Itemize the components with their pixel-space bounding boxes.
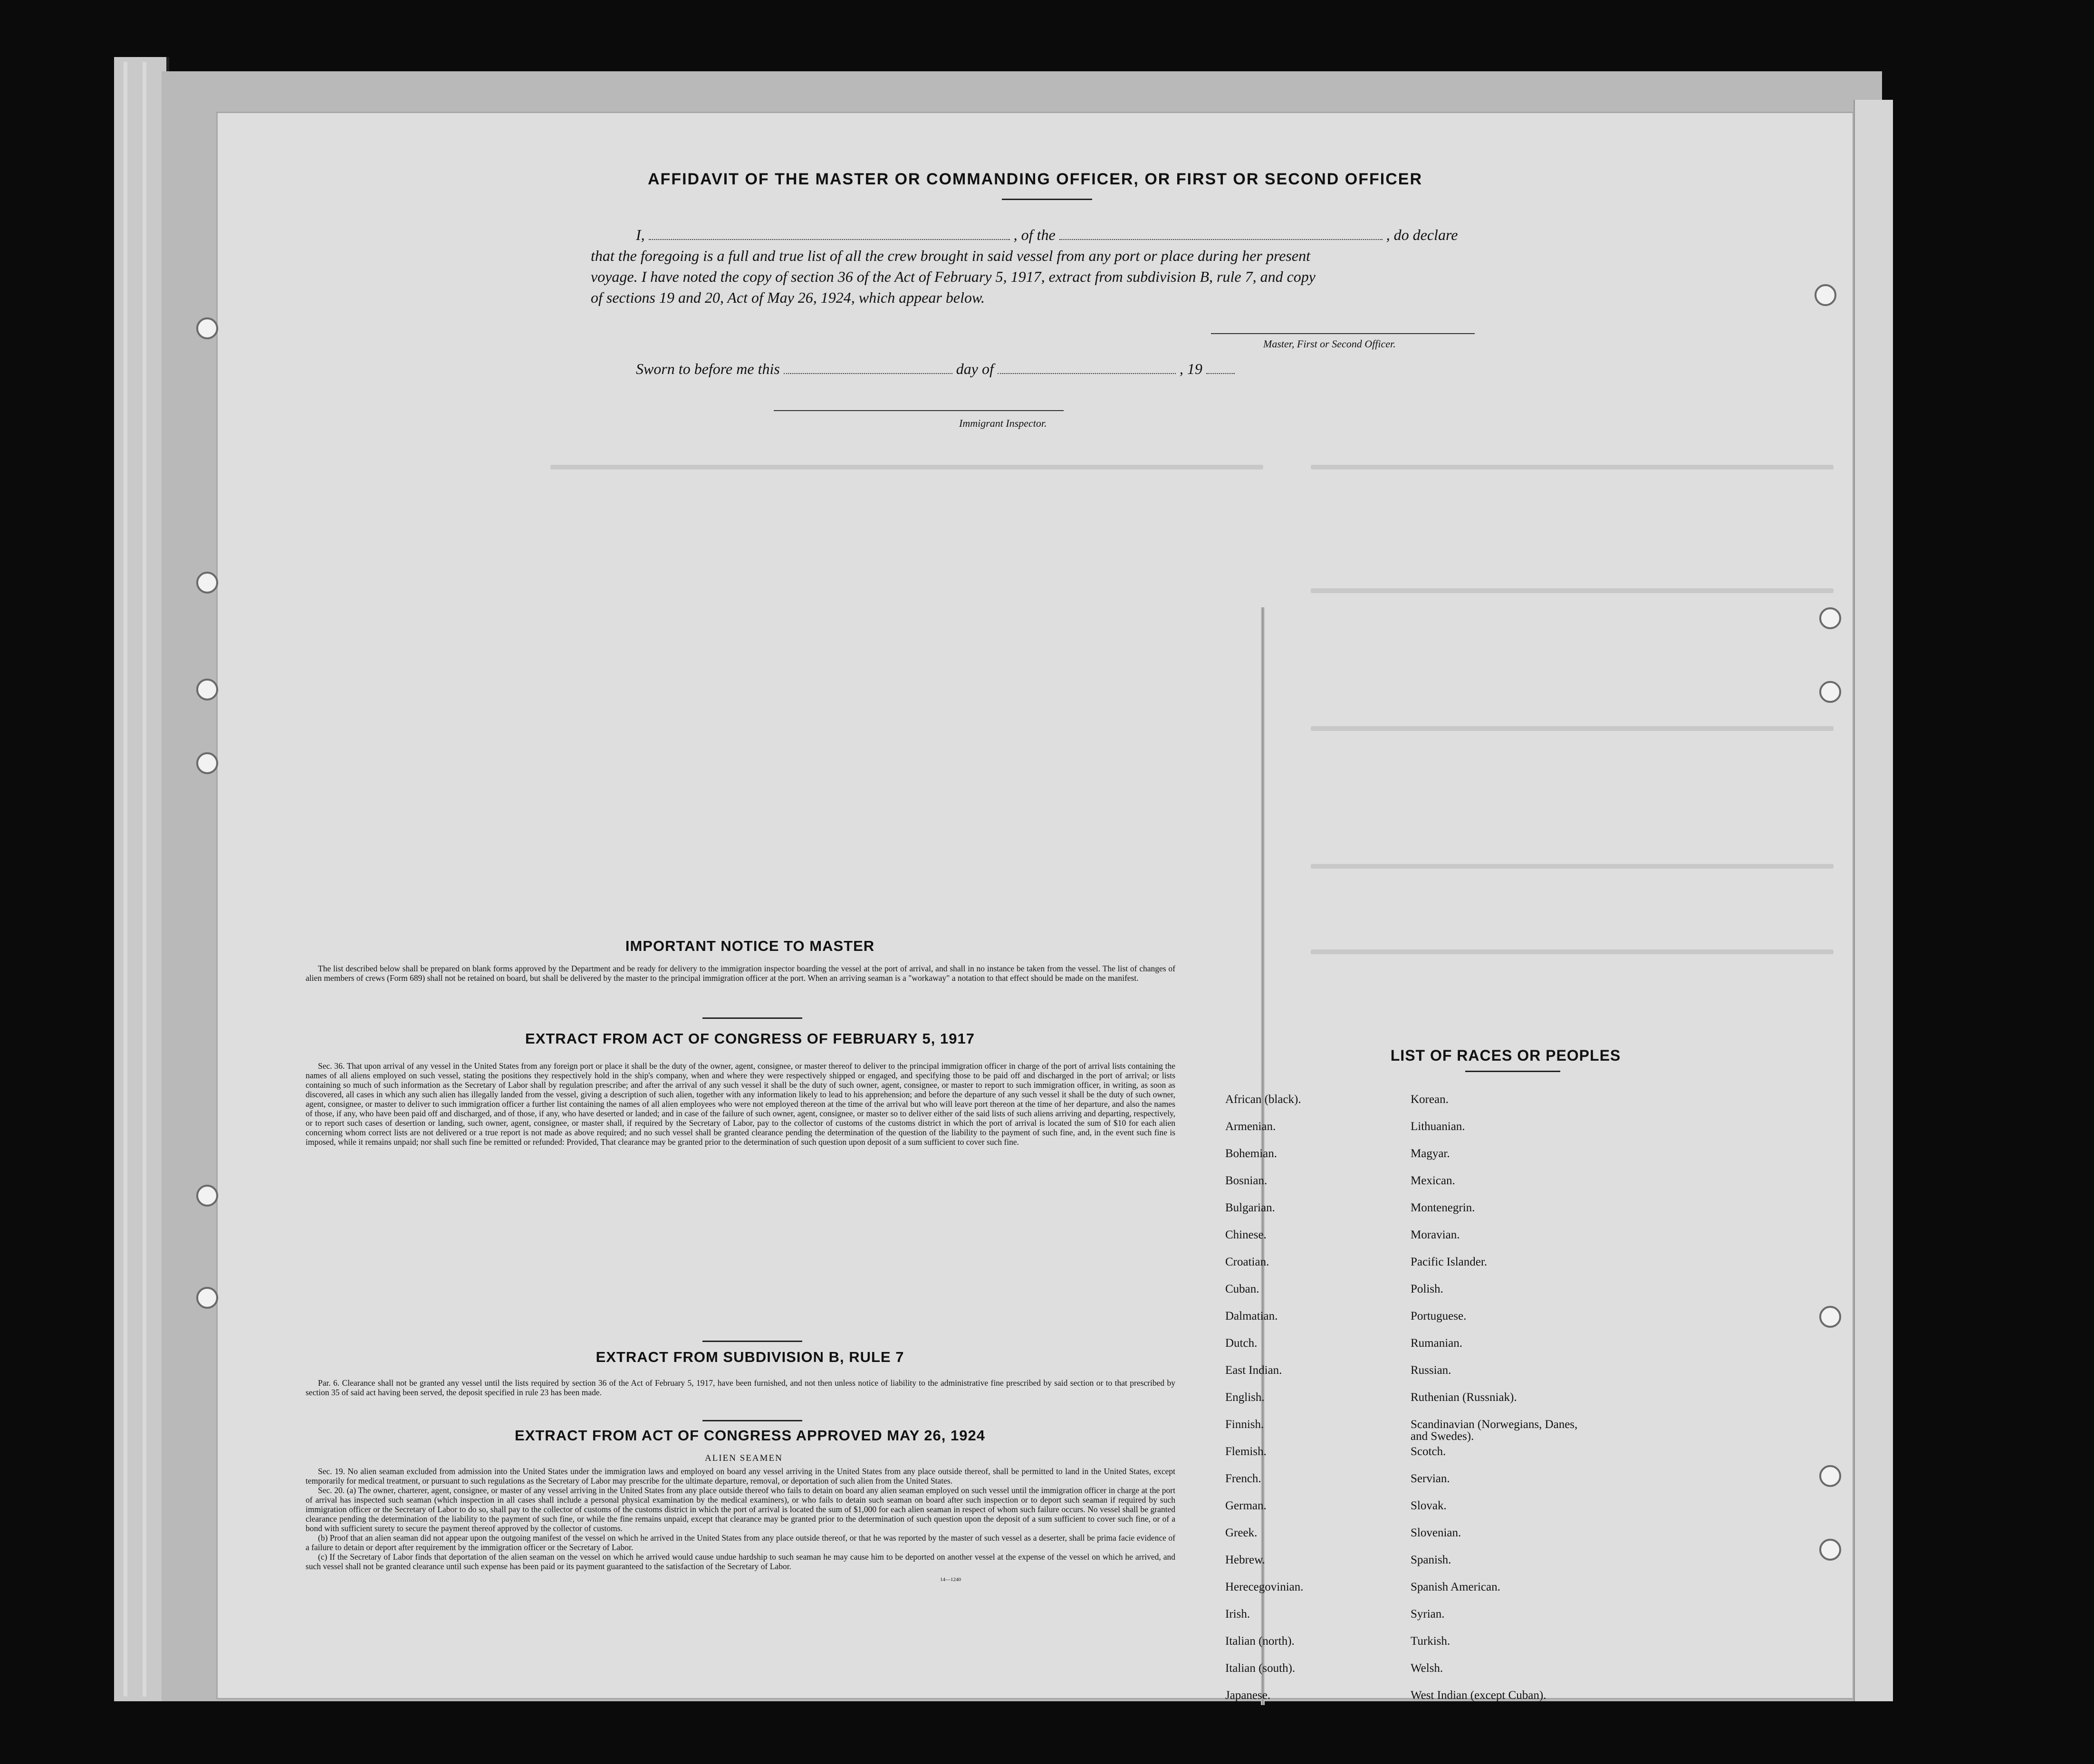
races-list-right bbox=[1411, 1093, 1582, 1716]
sworn-label: Sworn to before me this bbox=[636, 360, 780, 377]
affidavit-declare: , do declare bbox=[1386, 226, 1458, 243]
divider bbox=[702, 1017, 802, 1019]
race-item: Korean. bbox=[1411, 1093, 1449, 1106]
races-title: LIST OF RACES OR PEOPLES bbox=[1390, 1047, 1621, 1064]
race-item: Russian. bbox=[1411, 1364, 1451, 1377]
bleed-through bbox=[1311, 726, 1834, 731]
punch-hole bbox=[1819, 1539, 1841, 1561]
section-20c: (c) If the Secretary of Labor finds that deportation of the alien seaman on the vessel on which he arrived would cause undue hardship to such seaman he may cause him to be deported on another vessel at the expense of the vessel on which he arrived, and such vessel shall not be granted clearance until such expense has been paid or its payment guaranteed to the satisfaction of the Secretary of Labor. bbox=[306, 1552, 1175, 1571]
rule-7-title: EXTRACT FROM SUBDIVISION B, RULE 7 bbox=[596, 1349, 904, 1365]
race-item: Rumanian. bbox=[1411, 1337, 1463, 1350]
race-item: Cuban. bbox=[1225, 1283, 1259, 1295]
races-list-left bbox=[1225, 1093, 1304, 1716]
binder-line bbox=[124, 62, 127, 1697]
race-item: West Indian (except Cuban). bbox=[1411, 1689, 1546, 1702]
master-signature-label: Master, First or Second Officer. bbox=[1263, 338, 1396, 350]
alien-seamen-subtitle: ALIEN SEAMEN bbox=[705, 1453, 783, 1463]
race-item: Polish. bbox=[1411, 1283, 1443, 1295]
race-item: Dutch. bbox=[1225, 1337, 1258, 1350]
affidavit-i: I, bbox=[636, 226, 645, 243]
race-item: Italian (south). bbox=[1225, 1662, 1296, 1675]
race-item: Irish. bbox=[1225, 1608, 1250, 1620]
punch-hole bbox=[196, 752, 218, 774]
divider bbox=[702, 1420, 802, 1421]
race-item: English. bbox=[1225, 1391, 1265, 1404]
race-item: Slovak. bbox=[1411, 1499, 1447, 1512]
race-item: Croatian. bbox=[1225, 1256, 1269, 1268]
extract-1924-title: EXTRACT FROM ACT OF CONGRESS APPROVED MAY 26, 1924 bbox=[515, 1427, 985, 1444]
punch-hole bbox=[196, 317, 218, 339]
race-item: Scotch. bbox=[1411, 1445, 1446, 1458]
punch-hole bbox=[196, 1185, 218, 1207]
race-item: Spanish American. bbox=[1411, 1581, 1500, 1593]
punch-hole bbox=[1819, 607, 1841, 629]
race-item: Hebrew. bbox=[1225, 1553, 1265, 1566]
race-item: Spanish. bbox=[1411, 1553, 1451, 1566]
rule-7-text: Par. 6. Clearance shall not be granted any vessel until the lists required by section 36 of the Act of February 5, 1917, have been furnished, and not then unless notice of liability to the administrative fine prescribed by said section or to that prescribed by section 35 of said act having been served, the deposit specified in rule 23 has been made. bbox=[306, 1378, 1175, 1397]
bleed-through bbox=[1311, 465, 1834, 470]
race-item: Finnish. bbox=[1225, 1418, 1264, 1431]
race-item: German. bbox=[1225, 1499, 1267, 1512]
race-item: Bohemian. bbox=[1225, 1147, 1278, 1160]
punch-hole bbox=[1819, 1306, 1841, 1328]
race-item: Servian. bbox=[1411, 1472, 1450, 1485]
race-item: Scandinavian (Norwegians, Danes, and Swedes). bbox=[1411, 1418, 1578, 1443]
race-item: East Indian. bbox=[1225, 1364, 1282, 1377]
sworn-line bbox=[636, 360, 1235, 378]
race-item: French. bbox=[1225, 1472, 1261, 1485]
race-item: African (black). bbox=[1225, 1093, 1301, 1106]
month-blank[interactable] bbox=[998, 361, 1176, 374]
affidavit-of-the: , of the bbox=[1013, 226, 1056, 243]
race-item: Greek. bbox=[1225, 1526, 1258, 1539]
punch-hole bbox=[1815, 284, 1836, 306]
affidavit-line-1 bbox=[636, 226, 1458, 244]
race-item: Syrian. bbox=[1411, 1608, 1445, 1620]
section-19: Sec. 19. No alien seaman excluded from admission into the United States under the immigration laws and employed on board any vessel arriving in the United States from any place outside thereof, shall be permitted to land in the United States, except temporarily for medical treatment, or pursuant to such regulations as the Secretary of Labor may prescribe for the ultimate departure, removal, or deportation of such alien from the United States. bbox=[306, 1467, 1175, 1486]
year-label: , 19 bbox=[1179, 360, 1202, 377]
extract-1917-text: Sec. 36. That upon arrival of any vessel in the United States from any foreign port or place it shall be the duty of the owner, agent, consignee, or master thereof to deliver to the principal immigration officer in charge of the port of arrival lists containing the names of all aliens employed on such vessel, stating the positions they respectively hold in the ship's company, when and where they were respectively shipped or engaged, and specifying those to be paid off and discharged in the port of arrival; or lists containing so much of such information as the Secretary of Labor shall by regulation prescribe; and after the arrival of any such vessel it shall be the duty of such owner, agent, consignee, or master to report to such immigration officer, in writing, as soon as discovered, all cases in which any such alien has illegally landed from the vessel, giving a description of such alien, together with any information likely to lead to his apprehension; and before the departure of any such vessel it shall be the duty of such owner, agent, consignee, or master to deliver to such immigration officer a further list containing the names of all alien employees who were not employed thereon at the time of the arrival but who will leave port thereon at the time of her departure, and also the names of those, if any, who have been paid off and discharged, and of those, if any, who have deserted or landed; and in case of the failure of such owner, agent, consignee, or master so to deliver either of the said lists of such aliens arriving and departing, respectively, or to report such cases of desertion or landing, such owner, agent, consignee, or master shall, if required by the Secretary of Labor, pay to the collector of customs of the customs district in which the port of arrival is located the sum of $10 for each alien concerning whom correct lists are not delivered or a true report is not made as above required; and no such vessel shall be granted clearance pending the determination of the question of the liability to the payment of such fine, and, in the event such fine is imposed, while it remains unpaid; nor shall such fine be remitted or refunded: Provided, That clearance may be granted prior to the determination of such question upon deposit of a sum sufficient to cover such fine. bbox=[306, 1061, 1175, 1147]
punch-hole bbox=[196, 679, 218, 700]
divider bbox=[702, 1341, 802, 1342]
punch-hole bbox=[1819, 1465, 1841, 1487]
inspector-label: Immigrant Inspector. bbox=[959, 417, 1047, 429]
affidavit-line-4: of sections 19 and 20, Act of May 26, 1924, which appear below. bbox=[591, 289, 985, 306]
race-item: Moravian. bbox=[1411, 1228, 1460, 1241]
day-of-label: day of bbox=[956, 360, 994, 377]
bleed-through bbox=[1311, 588, 1834, 593]
race-item: Flemish. bbox=[1225, 1445, 1267, 1458]
page-edge bbox=[1854, 100, 1893, 1701]
master-signature-line[interactable] bbox=[1211, 333, 1475, 334]
name-blank[interactable] bbox=[649, 227, 1010, 240]
extract-1917-title: EXTRACT FROM ACT OF CONGRESS OF FEBRUARY 5, 1917 bbox=[525, 1030, 975, 1047]
race-item: Bosnian. bbox=[1225, 1174, 1268, 1187]
divider bbox=[1465, 1071, 1560, 1072]
race-item: Armenian. bbox=[1225, 1120, 1276, 1133]
race-item: Welsh. bbox=[1411, 1662, 1443, 1675]
race-item: Lithuanian. bbox=[1411, 1120, 1465, 1133]
form-number: 14—1240 bbox=[940, 1577, 961, 1582]
bleed-through bbox=[1311, 864, 1834, 869]
inspector-signature-line[interactable] bbox=[774, 410, 1064, 411]
race-item: Portuguese. bbox=[1411, 1310, 1467, 1323]
race-item: Turkish. bbox=[1411, 1635, 1450, 1648]
bleed-through bbox=[550, 465, 1263, 470]
race-item: Chinese. bbox=[1225, 1228, 1267, 1241]
bleed-through bbox=[1311, 949, 1834, 954]
race-item: Montenegrin. bbox=[1411, 1201, 1475, 1214]
race-item: Slovenian. bbox=[1411, 1526, 1461, 1539]
race-item: Mexican. bbox=[1411, 1174, 1455, 1187]
manifest-page bbox=[216, 112, 1854, 1702]
vessel-blank[interactable] bbox=[1059, 227, 1383, 240]
race-item: Pacific Islander. bbox=[1411, 1256, 1488, 1268]
affidavit-line-3: voyage. I have noted the copy of section 36 of the Act of February 5, 1917, extract from subdivision B, rule 7, and copy bbox=[591, 268, 1316, 285]
punch-hole bbox=[1819, 681, 1841, 703]
race-item: Japanese. bbox=[1225, 1689, 1271, 1702]
affidavit-title: AFFIDAVIT OF THE MASTER OR COMMANDING OFFICER, OR FIRST OR SECOND OFFICER bbox=[648, 170, 1422, 188]
section-20a: Sec. 20. (a) The owner, charterer, agent, consignee, or master of any vessel arriving in the United States from any place outside thereof who fails to detain on board any alien seaman employed on such vessel until the immigration officer in charge at the port of arrival has inspected such seaman (which inspection in all cases shall include a personal physical examination by the medical examiners), or who fails to detain such seaman on board after such inspection or to deport such seaman if required by such immigration officer or the Secretary of Labor to do so, shall pay to the collector of customs of the customs district in which the port of arrival is located the sum of $1,000 for each alien seaman in respect of whom such failure occurs. No vessel shall be granted clearance pending the determination of the liability to the payment of such fine, or while the fine remains unpaid, except that clearance may be granted prior to the determination of such question upon the deposit of a sum sufficient to cover such fine, or of a bond with sufficient surety to secure the payment thereof approved by the collector of customs. bbox=[306, 1486, 1175, 1533]
punch-hole bbox=[196, 1287, 218, 1309]
affidavit-line-2: that the foregoing is a full and true list of all the crew brought in said vessel from any port or place during her present bbox=[591, 247, 1310, 264]
extract-1924-text bbox=[306, 1467, 1175, 1571]
section-20b: (b) Proof that an alien seaman did not appear upon the outgoing manifest of the vessel on which he arrived in the United States from any place outside thereof, or that he was reported by the master of such vessel as a deserter, shall be prima facie evidence of a failure to detain or deport after requirement by the immigration officer or the Secretary of Labor. bbox=[306, 1533, 1175, 1552]
binder-line bbox=[143, 62, 146, 1697]
notice-title: IMPORTANT NOTICE TO MASTER bbox=[625, 938, 875, 954]
race-item: Ruthenian (Russniak). bbox=[1411, 1391, 1517, 1404]
race-item: Italian (north). bbox=[1225, 1635, 1295, 1648]
day-blank[interactable] bbox=[784, 361, 952, 374]
divider bbox=[1002, 199, 1092, 200]
race-item: Dalmatian. bbox=[1225, 1310, 1278, 1323]
race-item: Magyar. bbox=[1411, 1147, 1450, 1160]
race-item: Herecegovinian. bbox=[1225, 1581, 1304, 1593]
notice-text: The list described below shall be prepared on blank forms approved by the Department and be ready for delivery to the immigration inspector boarding the vessel at the port of arrival, and shall in no instance be taken from the vessel. The list of changes of alien members of crews (Form 689) shall not be retained on board, but shall be delivered by the master to the principal immigration officer at the port. When an arriving seaman is a "workaway" a notation to that effect should be made on the manifest. bbox=[306, 964, 1175, 983]
punch-hole bbox=[196, 572, 218, 594]
year-blank[interactable] bbox=[1206, 361, 1235, 374]
race-item: Bulgarian. bbox=[1225, 1201, 1275, 1214]
binder-edge bbox=[114, 57, 169, 1701]
